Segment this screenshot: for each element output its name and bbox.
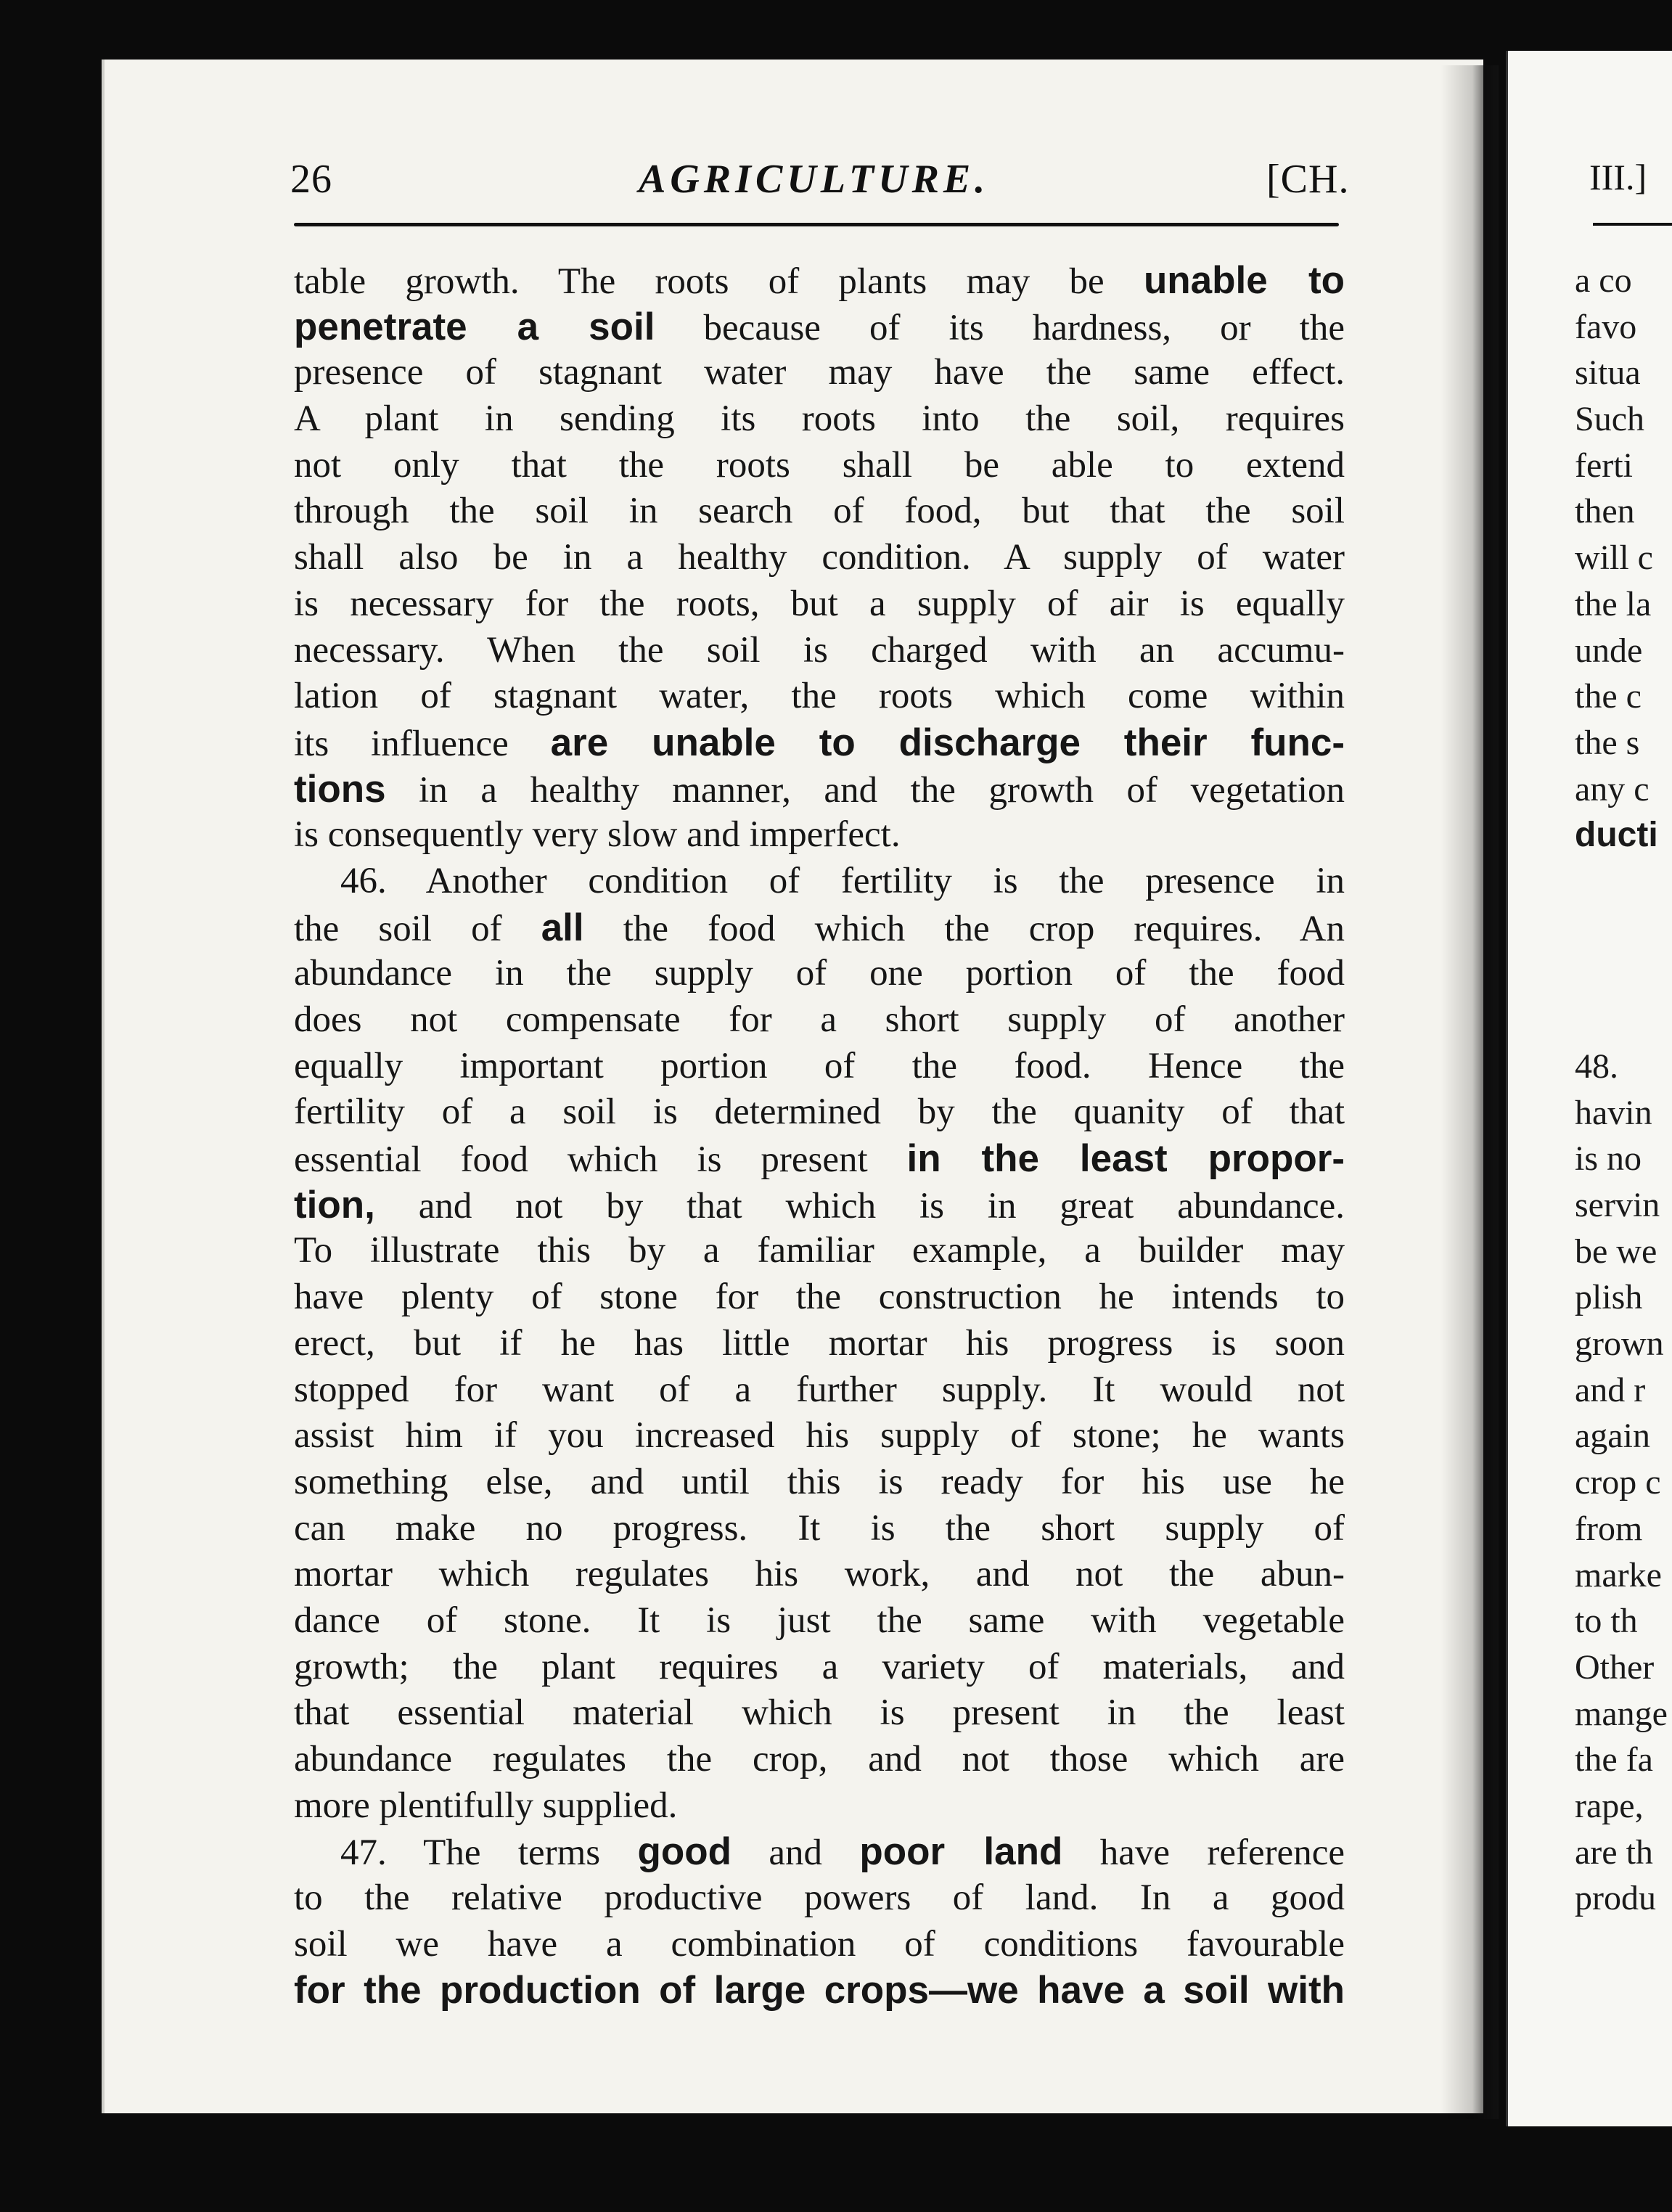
text-run: the soil of <box>294 908 541 949</box>
right-text-line: mange <box>1575 1694 1668 1733</box>
text-line <box>294 258 1345 304</box>
text-run: To illustrate this by a familiar example, a builder may <box>294 1230 1345 1271</box>
text-run: growth; the plant requires a variety of materials, and <box>294 1646 1345 1687</box>
text-run: 47. The terms <box>340 1832 638 1874</box>
chapter-mark: [CH. <box>1266 157 1350 202</box>
text-line <box>294 1136 1345 1182</box>
text-line <box>294 673 1345 720</box>
text-line <box>294 396 1345 443</box>
text-run: presence of stagnant water may have the same effect. <box>294 352 1345 393</box>
text-run: table growth. The roots of plants may be <box>294 261 1144 302</box>
text-line <box>294 1321 1345 1367</box>
text-line <box>294 1829 1345 1875</box>
right-text-line: grown <box>1575 1324 1664 1364</box>
text-run: to the relative productive powers of land. In a good <box>294 1877 1345 1919</box>
text-run: mortar which regulates his work, and not the abun- <box>294 1554 1345 1595</box>
right-text-line: the la <box>1575 584 1652 623</box>
text-line <box>294 1459 1345 1506</box>
text-line <box>294 581 1345 628</box>
text-run: does not compensate for a short supply of another <box>294 999 1345 1040</box>
text-line <box>294 766 1345 813</box>
text-run: abundance in the supply of one portion of the food <box>294 953 1345 994</box>
right-text-line: marke <box>1575 1555 1662 1594</box>
bold-phrase: tions <box>294 767 386 811</box>
text-line <box>294 488 1345 535</box>
text-line <box>294 1274 1345 1321</box>
text-run: more plentifully supplied. <box>294 1785 678 1826</box>
text-line <box>294 304 1345 351</box>
text-line <box>294 350 1345 396</box>
text-run: abundance regulates the crop, and not those which are <box>294 1739 1345 1779</box>
text-run: necessary. When the soil is charged with an accumu- <box>294 629 1345 671</box>
book-gutter <box>1441 65 1499 2119</box>
right-text-line: produ <box>1575 1879 1656 1918</box>
right-text-line: a co <box>1575 261 1632 300</box>
text-line <box>294 812 1345 859</box>
right-text-line: and r <box>1575 1370 1646 1409</box>
right-text-line: crop c <box>1575 1463 1661 1502</box>
right-text-line: is no <box>1575 1139 1642 1179</box>
text-line <box>294 1413 1345 1459</box>
text-run: that essential material which is present in the least <box>294 1692 1345 1734</box>
text-line <box>294 1506 1345 1552</box>
text-line <box>294 1783 1345 1830</box>
text-run: assist him if you increased his supply of stone; he wants <box>294 1415 1345 1457</box>
text-line <box>294 859 1345 905</box>
right-page-text <box>1575 258 1672 1922</box>
text-run: stopped for want of a further supply. It would not <box>294 1369 1345 1410</box>
right-text-line: situa <box>1575 353 1641 393</box>
text-line <box>294 1922 1345 1968</box>
right-text-line: are th <box>1575 1832 1653 1872</box>
text-run: is consequently very slow and imperfect. <box>294 814 901 856</box>
bold-phrase: tion, <box>294 1183 375 1226</box>
right-text-line: be we <box>1575 1232 1657 1271</box>
text-line <box>294 443 1345 489</box>
right-text-line: ducti <box>1575 816 1658 855</box>
right-chapter-mark: III.] <box>1589 157 1647 197</box>
bold-phrase: penetrate a soil <box>294 305 655 348</box>
text-line <box>294 1737 1345 1783</box>
bold-phrase: are unable to discharge their func- <box>550 721 1345 764</box>
text-line <box>294 951 1345 997</box>
text-run: have reference <box>1062 1832 1345 1874</box>
right-text-line: Such <box>1575 400 1644 439</box>
text-run: fertility of a soil is determined by the quanity of that <box>294 1091 1345 1133</box>
text-line <box>294 1644 1345 1691</box>
right-text-line: ferti <box>1575 446 1633 485</box>
bold-phrase: for the production of large crops—we have a soil with <box>294 1969 1345 2012</box>
right-text-line: to th <box>1575 1602 1638 1641</box>
right-text-line: then <box>1575 492 1635 531</box>
right-text-line: will c <box>1575 538 1653 578</box>
text-run: its influence <box>294 723 551 764</box>
text-line <box>294 1967 1345 2014</box>
text-run: in a healthy manner, and the growth of vegetation <box>385 769 1345 811</box>
bold-phrase: poor land <box>859 1830 1063 1874</box>
text-run: something else, and until this is ready for his use he <box>294 1461 1345 1502</box>
right-text-line: Other <box>1575 1647 1655 1687</box>
header-rule <box>294 223 1339 226</box>
text-line <box>294 1690 1345 1737</box>
text-run: dance of stone. It is just the same with vegetable <box>294 1599 1345 1641</box>
text-run: can make no progress. It is the short supply of <box>294 1507 1345 1549</box>
right-text-line: favo <box>1575 307 1637 346</box>
right-text-line: the c <box>1575 677 1642 716</box>
bold-phrase: good <box>637 1830 732 1874</box>
text-run: A plant in sending its roots into the soil, requires <box>294 398 1345 440</box>
text-run: is necessary for the roots, but a supply of air is equally <box>294 583 1345 624</box>
right-text-line: again <box>1575 1417 1650 1456</box>
right-text-line: the s <box>1575 723 1640 762</box>
right-text-line: plish <box>1575 1278 1643 1317</box>
body-text <box>294 258 1345 2014</box>
text-line <box>294 720 1345 766</box>
text-run: have plenty of stone for the construction he intends to <box>294 1277 1345 1318</box>
text-run: and <box>731 1832 860 1874</box>
bold-phrase: all <box>541 906 584 949</box>
right-text-line: unde <box>1575 631 1643 670</box>
text-run: and not by that which is in great abundance. <box>374 1185 1345 1226</box>
text-run: equally important portion of the food. Hence the <box>294 1045 1345 1086</box>
text-run: through the soil in search of food, but that the soil <box>294 491 1345 532</box>
text-run: the food which the crop requires. An <box>583 908 1345 949</box>
right-text-line: from <box>1575 1509 1643 1548</box>
text-run: erect, but if he has little mortar his progress is soon <box>294 1322 1345 1364</box>
text-line <box>294 1598 1345 1644</box>
text-line <box>294 997 1345 1044</box>
text-line <box>294 1875 1345 1922</box>
right-text-line: havin <box>1575 1093 1652 1132</box>
page-number: 26 <box>290 157 332 202</box>
text-run: 46. Another condition of fertility is the presence in <box>340 860 1345 901</box>
text-run: lation of stagnant water, the roots which come within <box>294 676 1345 717</box>
right-header-rule <box>1593 223 1672 226</box>
text-line <box>294 1089 1345 1136</box>
text-run: not only that the roots shall be able to extend <box>294 444 1345 486</box>
right-page-gap <box>1575 859 1672 1044</box>
text-line <box>294 1228 1345 1274</box>
text-run: essential food which is present <box>294 1139 907 1181</box>
right-text-line: servin <box>1575 1186 1660 1224</box>
bold-phrase: in the least propor- <box>906 1137 1345 1181</box>
text-run: because of its hardness, or the <box>655 307 1345 348</box>
right-text-line: any c <box>1575 769 1650 808</box>
right-text-line: rape, <box>1575 1786 1644 1825</box>
text-line <box>294 905 1345 951</box>
bold-phrase: unable to <box>1143 259 1345 302</box>
text-line <box>294 628 1345 674</box>
running-title: AGRICULTURE. <box>639 157 990 202</box>
text-run: shall also be in a healthy condition. A supply of water <box>294 537 1345 578</box>
text-run: soil we have a combination of conditions favourable <box>294 1923 1345 1965</box>
right-text-line: 48. <box>1575 1046 1618 1086</box>
text-line <box>294 1552 1345 1598</box>
text-line <box>294 1367 1345 1414</box>
right-text-line: the fa <box>1575 1740 1653 1779</box>
text-line <box>294 535 1345 581</box>
text-line <box>294 1182 1345 1229</box>
text-line <box>294 1044 1345 1090</box>
